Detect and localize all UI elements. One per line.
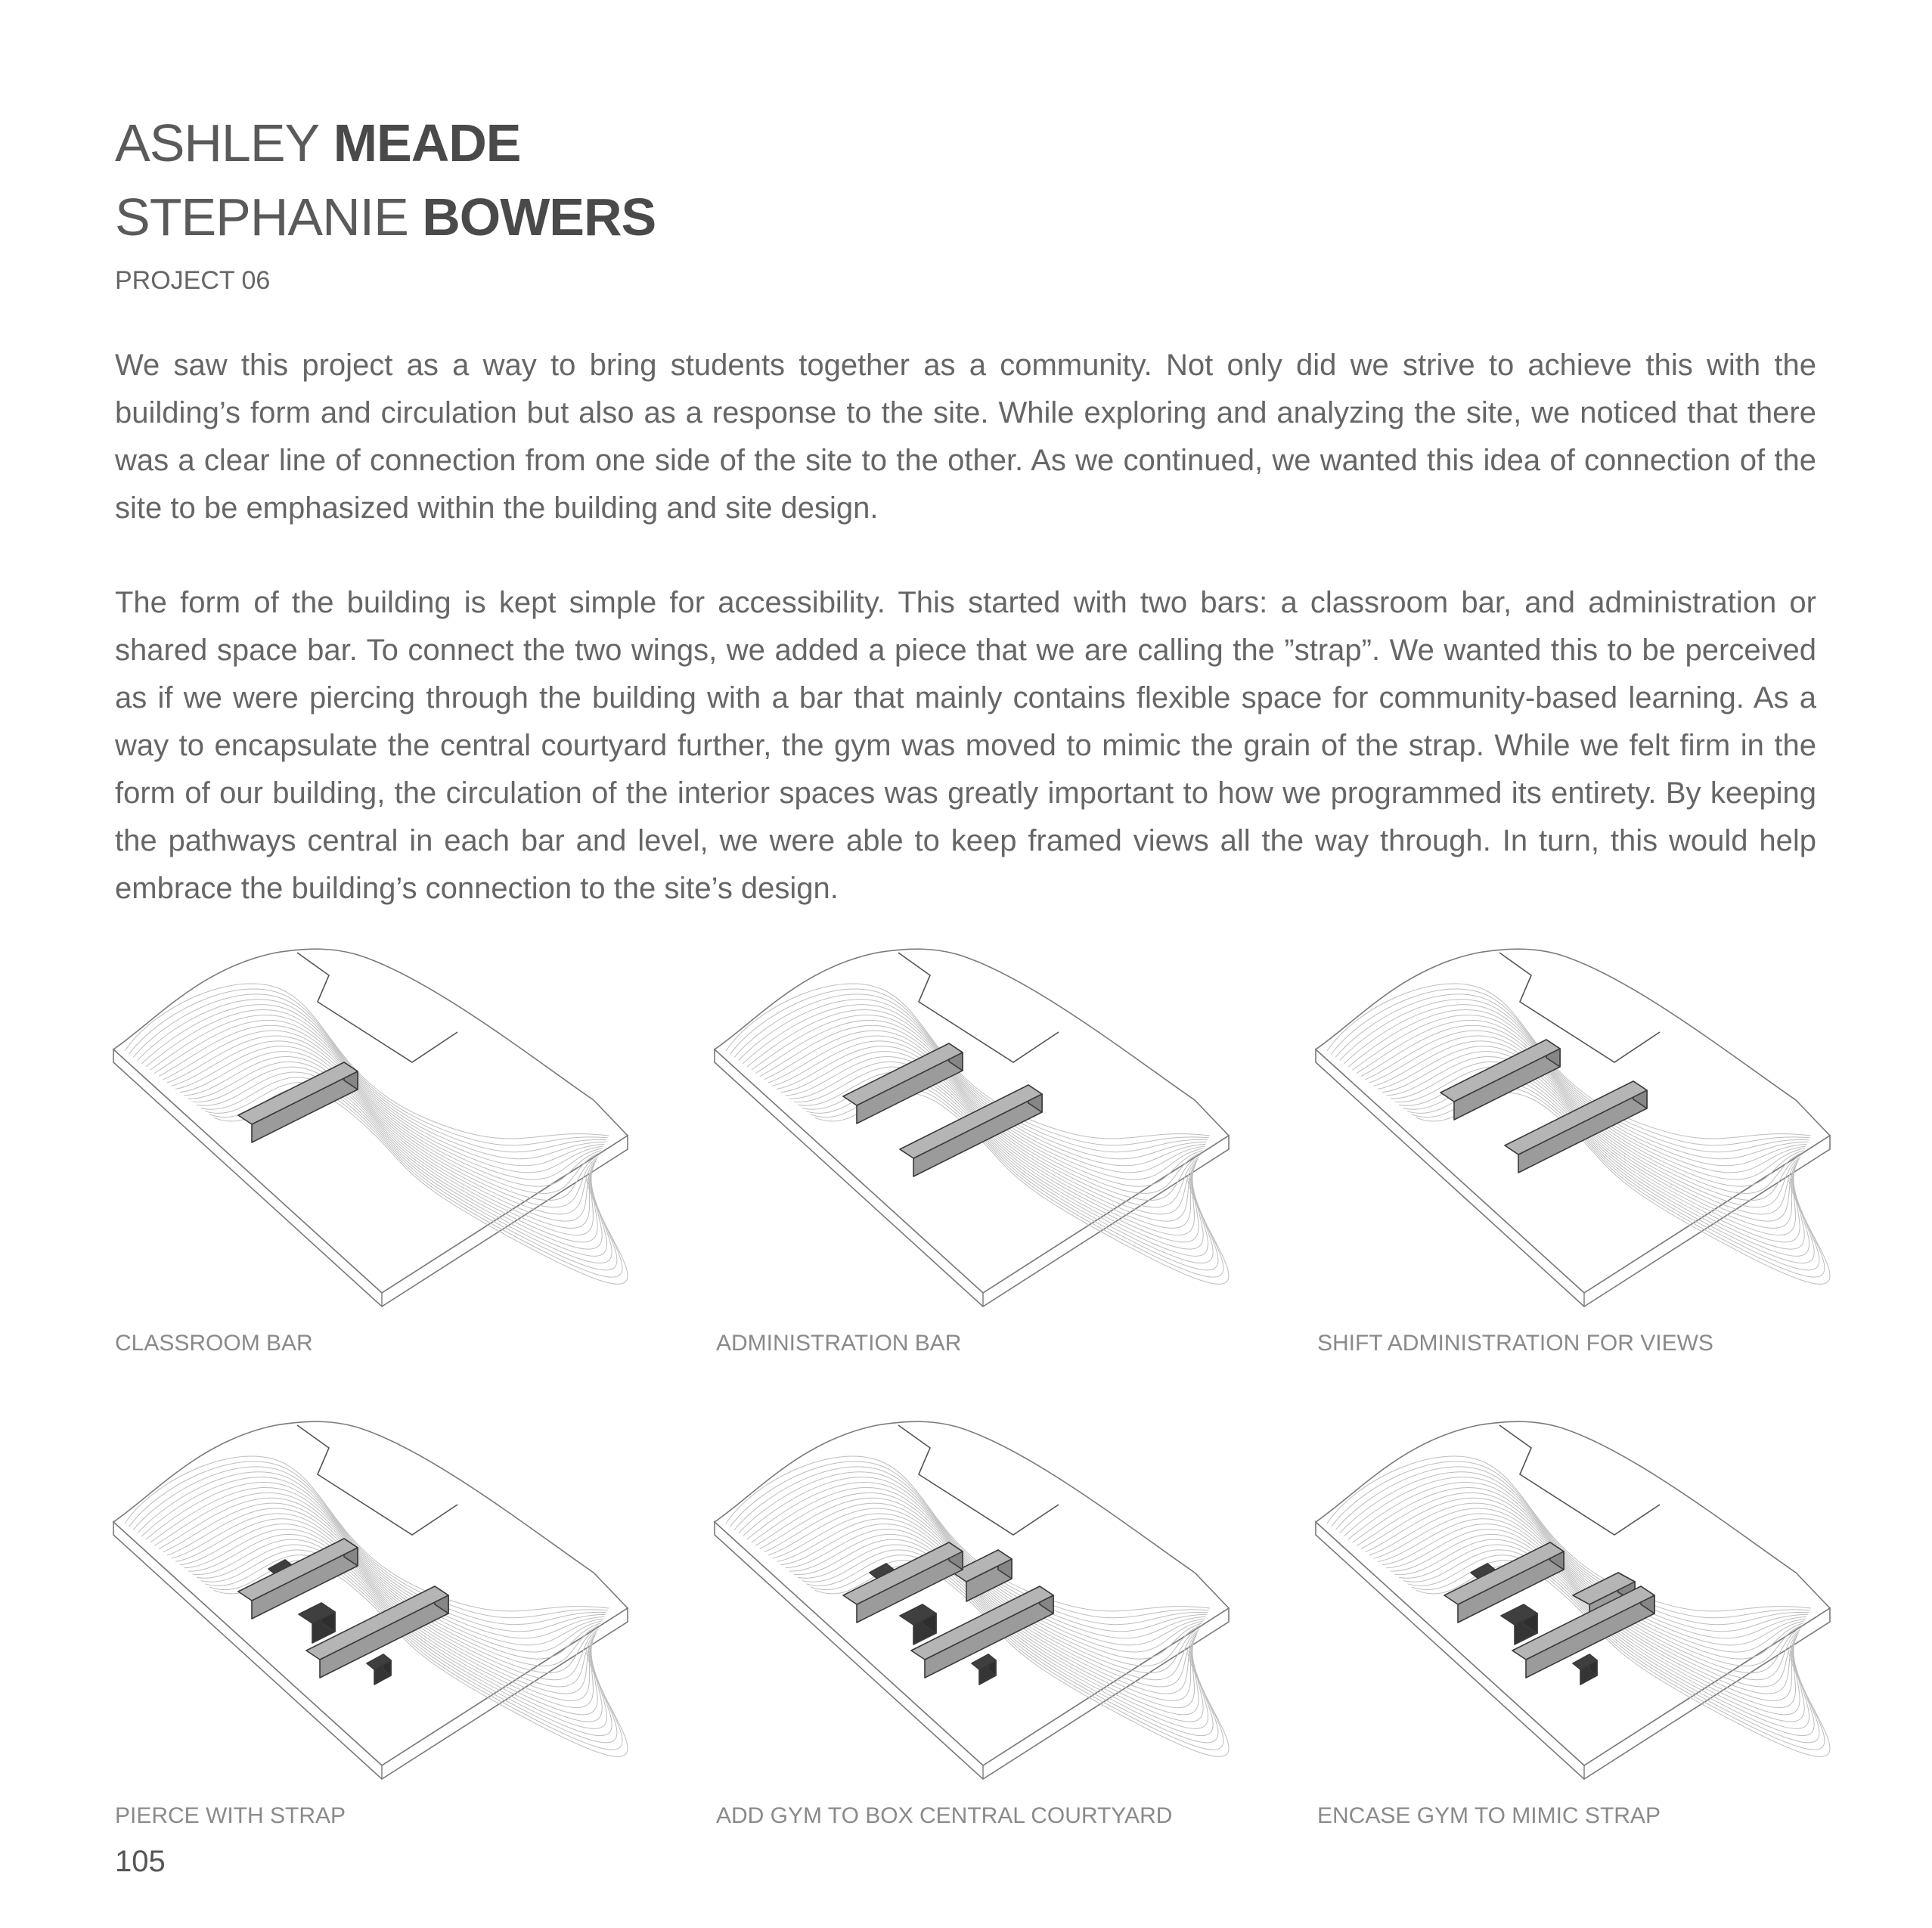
paragraph: The form of the building is kept simple for accessibility. This started with two bars: a classroom bar, and administration or shared space bar. To connect the two wings, we added a piece that we are calling the ”strap”. We wanted this to be perceived as if we were piercing through the building with a bar that mainly contains flexible space for community-based learning. As a way to encapsulate the central courtyard further, the gym was moved to mimic the grain of the strap. While we felt firm in the form of our building, the circulation of the interior spaces was greatly important to how we programmed its entirety. By keeping the pathways central in each bar and level, we were able to keep framed views all the way through. In turn, this would help embrace the building’s connection to the site’s design. [115,586,1816,905]
site-terrain [715,1421,1229,1779]
author-first-name: STEPHANIE [115,188,408,246]
author-first-name: ASHLEY [115,113,320,172]
author-name-1 [115,106,656,180]
diagram-caption: SHIFT ADMINISTRATION FOR VIEWS [1317,1331,1713,1356]
author-last-name: BOWERS [422,188,656,246]
paragraph: We saw this project as a way to bring students together as a community. Not only did we strive to achieve this with the building’s form and circulation but also as a response to the site. While exploring and analyzing the site, we noticed that there was a clear line of connection from one side of the site to the other. As we continued, we wanted this idea of connection of the site to be emphasized within the building and site design. [115,349,1816,525]
site-terrain [113,1421,628,1779]
author-name-2 [115,180,656,254]
site-terrain [1316,1421,1830,1779]
body-text [115,342,1816,959]
diagram-caption: ADMINISTRATION BAR [716,1331,962,1356]
author-names [115,106,656,254]
diagram-caption: ENCASE GYM TO MIMIC STRAP [1317,1803,1661,1828]
project-label: PROJECT 06 [115,266,271,295]
diagram-caption: ADD GYM TO BOX CENTRAL COURTYARD [716,1803,1173,1828]
diagram-caption: PIERCE WITH STRAP [115,1803,346,1828]
page-number: 105 [115,1845,166,1878]
site-terrain [113,949,628,1307]
diagram-caption: CLASSROOM BAR [115,1331,313,1356]
author-last-name: MEADE [333,113,521,172]
